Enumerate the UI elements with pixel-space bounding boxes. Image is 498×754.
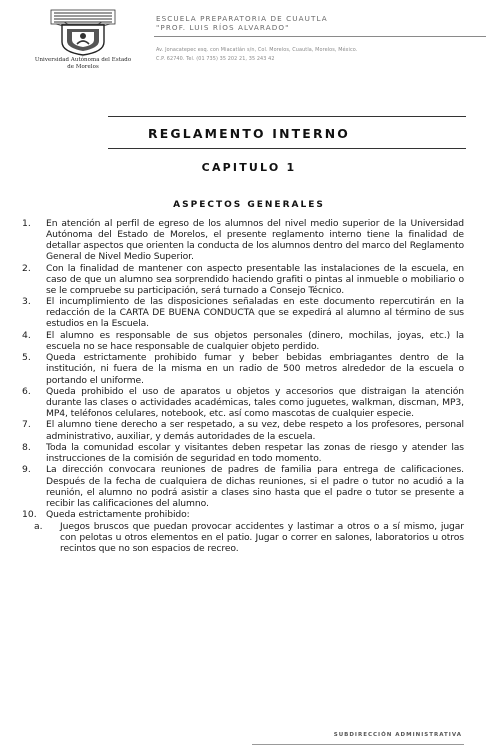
rule-item (22, 330, 464, 352)
address-line1: Av. Jonacatepec esq. con Miacatlán s/n, Col. Morelos, Cuautla, Morelos, México. (156, 47, 358, 53)
rule-number: 3. (22, 296, 31, 308)
footer-divider (252, 744, 464, 745)
rule-number: 6. (22, 385, 31, 397)
rule-number: 5. (22, 352, 31, 364)
rule-item (22, 263, 464, 296)
rule-number: 9. (22, 464, 31, 476)
rule-text: Toda la comunidad escolar y visitantes deben respetar las zonas de riesgo y atender las instrucciones de la comisión de seguridad en todo momento. (46, 441, 464, 465)
rule-text: Queda prohibido el uso de aparatos u objetos y accesorios que distraigan la atención durante las clases o actividades académicas, tales como juguetes, walkman, discman, MP3, MP4, teléfonos celulares, notebook, etc. así como mascotas de cualquier especie. (46, 385, 464, 420)
rule-number: 4. (22, 329, 31, 341)
rule-text: El incumplimiento de las disposiciones señaladas en este documento repercutirán en la redacción de la CARTA DE BUENA CONDUCTA que se expedirá al alumno al término de sus estudios en la Escuela. (46, 296, 464, 330)
chapter-heading: CAPITULO 1 (201, 161, 297, 174)
rule-item (22, 464, 464, 508)
school-address (156, 46, 488, 63)
rule-text: El alumno es responsable de sus objetos personales (dinero, mochilas, joyas, etc.) la escuela no se hace responsable de cualquier objeto perdido. (46, 329, 464, 352)
rule-item (22, 386, 464, 419)
title-rule-top (108, 116, 466, 117)
rule-number: 8. (22, 441, 31, 453)
university-name: Universidad Autónoma del Estado de Morelos (34, 57, 132, 70)
rule-number: 10. (22, 509, 37, 521)
school-name (156, 14, 486, 32)
section-heading: ASPECTOS GENERALES (173, 200, 325, 210)
rule-item (22, 419, 464, 441)
rule-item (22, 442, 464, 464)
rule-item (22, 509, 464, 520)
rule-item (22, 352, 464, 385)
rule-number: 1. (22, 218, 31, 229)
rule-text: Queda estrictamente prohibido fumar y beber bebidas embriagantes dentro de la institución, ni fuera de la misma en un radio de 500 metros alrededor de la escuela o portando el uniforme. (46, 352, 464, 386)
title-rule-bottom (108, 148, 466, 149)
subitem-text: Juegos bruscos que puedan provocar accidentes y lastimar a otros o a sí mismo, jugar con pelotas u otros elementos en el patio. Jugar o correr en salones, laboratorios u otros recintos que no son espacios de recreo. (60, 521, 464, 555)
rule-text: Con la finalidad de mantener con aspecto presentable las instalaciones de la escuela, en caso de que un alumno sea sorprendido haciendo grafiti o pintas al inmueble o mobiliario o se le compruebe su participación, será turnado a Consejo Técnico. (46, 262, 464, 296)
rule-text: En atención al perfil de egreso de los alumnos del nivel medio superior de la Universidad Autónoma del Estado de Morelos, el presente reglamento interno tiene la finalidad de detallar aspectos que orienten la conducta de los alumnos dentro del marco del Reglamento General de Nivel Medio Superior. (46, 218, 464, 263)
header-divider (154, 36, 486, 37)
rule-number: 7. (22, 419, 31, 431)
address-line2: C.P. 62740. Tel. (01 735) 35 202 21, 35 243 42 (156, 55, 275, 62)
university-logo (34, 8, 132, 70)
subitem-letter: a. (34, 521, 43, 533)
school-name-line2: "PROF. LUIS RÍOS ALVARADO" (156, 23, 290, 32)
rule-number: 2. (22, 262, 31, 274)
rule-text: La dirección convocara reuniones de padres de familia para entrega de calificaciones. Después de la fecha de cualquiera de dichas reuniones, si el padre o tutor no acudió a la reunión, el alumno no podrá asistir a clases sino hasta que el padre o tutor se presente a recibir las calificaciones del alumno. (46, 464, 464, 509)
school-name-line1: ESCUELA PREPARATORIA DE CUAUTLA (156, 14, 328, 23)
rule-subitem (22, 521, 464, 554)
document-title: REGLAMENTO INTERNO (147, 126, 351, 141)
rule-item (22, 218, 464, 262)
rule-text: Queda estrictamente prohibido: (46, 509, 190, 521)
footer-label: SUBDIRECCIÓN ADMINISTRATIVA (333, 732, 462, 738)
rule-item (22, 296, 464, 329)
rules-list (22, 218, 464, 554)
rule-text: El alumno tiene derecho a ser respetado, a su vez, debe respeto a los profesores, personal administrativo, auxiliar, y demás autoridades de la escuela. (46, 419, 464, 442)
university-seal-icon (50, 8, 116, 56)
